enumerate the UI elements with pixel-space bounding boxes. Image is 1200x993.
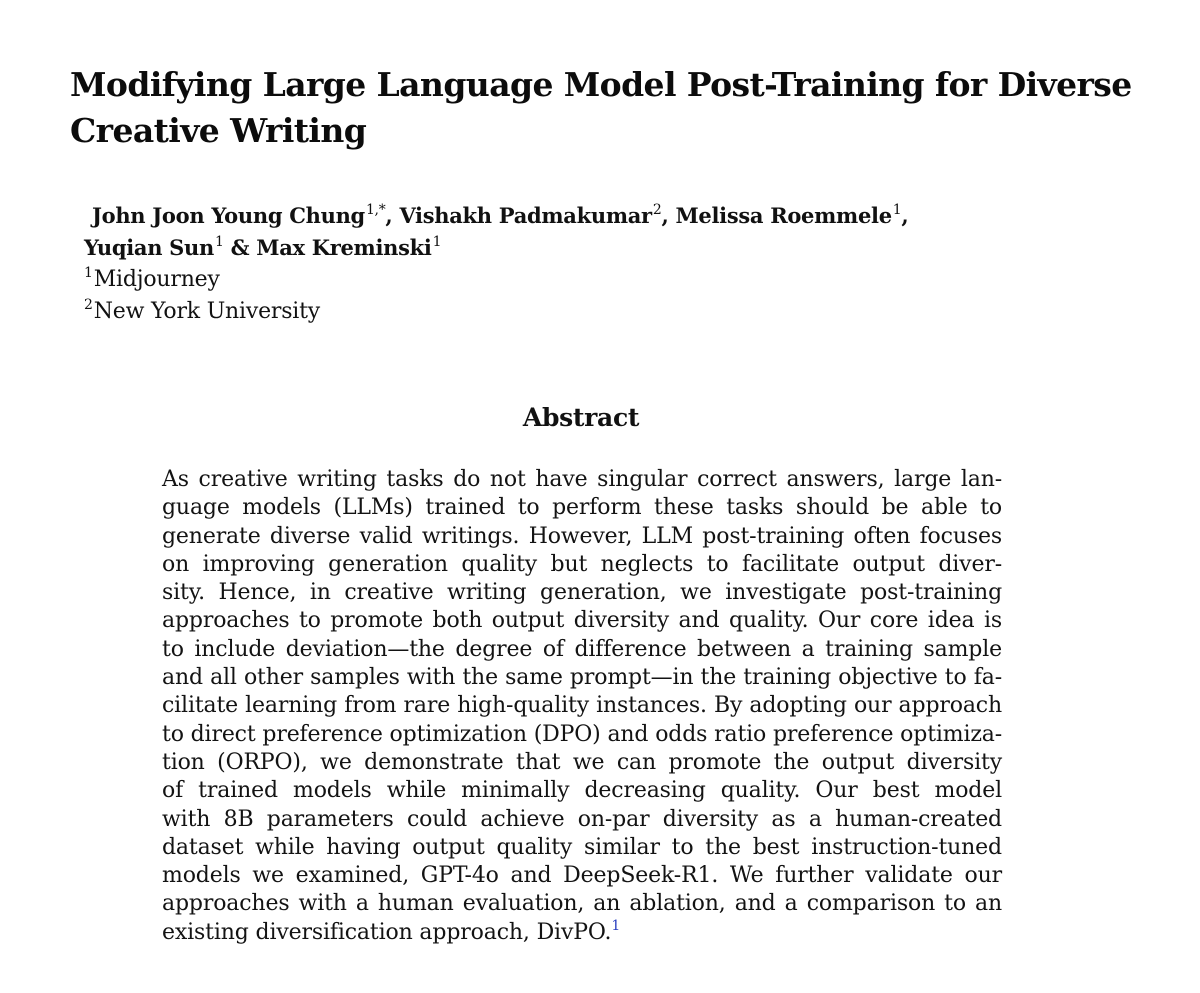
title-line-1: Modifying Large Language Model Post-Training for Diverse [70, 65, 1132, 104]
author-affiliation-mark: 2 [652, 202, 662, 218]
author-name: Vishakh Padmakumar [399, 203, 652, 228]
abstract-line: models we examined, GPT-4o and DeepSeek-R1. We further validate our [162, 863, 1002, 889]
abstract-line: with 8B parameters could achieve on-par diversity as a human-created [162, 806, 1002, 832]
abstract-line: to include deviation—the degree of difference between a training sample [162, 636, 1002, 662]
abstract-line: of trained models while minimally decreasing quality. Our best model [162, 778, 1002, 804]
affiliation-2 [84, 296, 1144, 328]
abstract-line: approaches with a human evaluation, an ablation, and a comparison to an [162, 891, 1002, 917]
author-separator: , [385, 203, 400, 228]
author-separator: & [223, 235, 257, 260]
author-affiliation-mark: 1 [214, 234, 224, 250]
abstract-last-line [162, 919, 1002, 947]
abstract-line: As creative writing tasks do not have singular correct answers, large lan- [162, 467, 1002, 492]
abstract-line: to direct preference optimization (DPO) and odds ratio preference optimiza- [162, 721, 1003, 747]
paper-title [70, 62, 1150, 154]
abstract-line: guage models (LLMs) trained to perform these tasks should be able to [162, 495, 1002, 521]
author-name: Melissa Roemmele [675, 203, 892, 228]
abstract-line: cilitate learning from rare high-quality instances. By adopting our approach [162, 693, 1002, 719]
author-line-1 [84, 200, 1144, 232]
author-affiliation-mark: 1,* [365, 202, 386, 218]
abstract-line: sity. Hence, in creative writing generation, we investigate post-training [162, 580, 1002, 606]
author-line-2 [84, 232, 1144, 264]
affiliation-name: New York University [93, 299, 321, 324]
affiliation-1 [84, 264, 1144, 296]
abstract-line: tion (ORPO), we demonstrate that we can promote the output diversity [162, 749, 1002, 775]
author-name: Max Kreminski [256, 235, 432, 260]
abstract-line: approaches to promote both output diversity and quality. Our core idea is [162, 608, 1002, 634]
abstract-line-text: existing diversification approach, DivPO. [162, 919, 612, 945]
title-line-2: Creative Writing [70, 111, 367, 150]
author-name: John Joon Young Chung [92, 203, 365, 228]
abstract-line: dataset while having output quality similar to the best instruction-tuned [162, 834, 1002, 860]
affiliation-name: Midjourney [93, 267, 220, 292]
abstract-line: generate diverse valid writings. However, LLM post-training often focuses [162, 523, 1002, 549]
author-separator: , [901, 203, 909, 228]
abstract-heading: Abstract [522, 403, 640, 432]
abstract-line: on improving generation quality but neglects to facilitate output diver- [162, 551, 1002, 577]
author-affiliation-mark: 1 [432, 234, 442, 250]
author-separator: , [661, 203, 676, 228]
affiliation-number: 2 [84, 297, 93, 313]
author-name: Yuqian Sun [84, 235, 214, 260]
author-block [84, 200, 1144, 328]
abstract-body [162, 466, 1002, 947]
author-affiliation-mark: 1 [892, 202, 902, 218]
abstract-line: and all other samples with the same prompt—in the training objective to fa- [162, 665, 1002, 691]
affiliation-number: 1 [84, 265, 93, 281]
footnote-link[interactable]: 1 [611, 917, 621, 934]
